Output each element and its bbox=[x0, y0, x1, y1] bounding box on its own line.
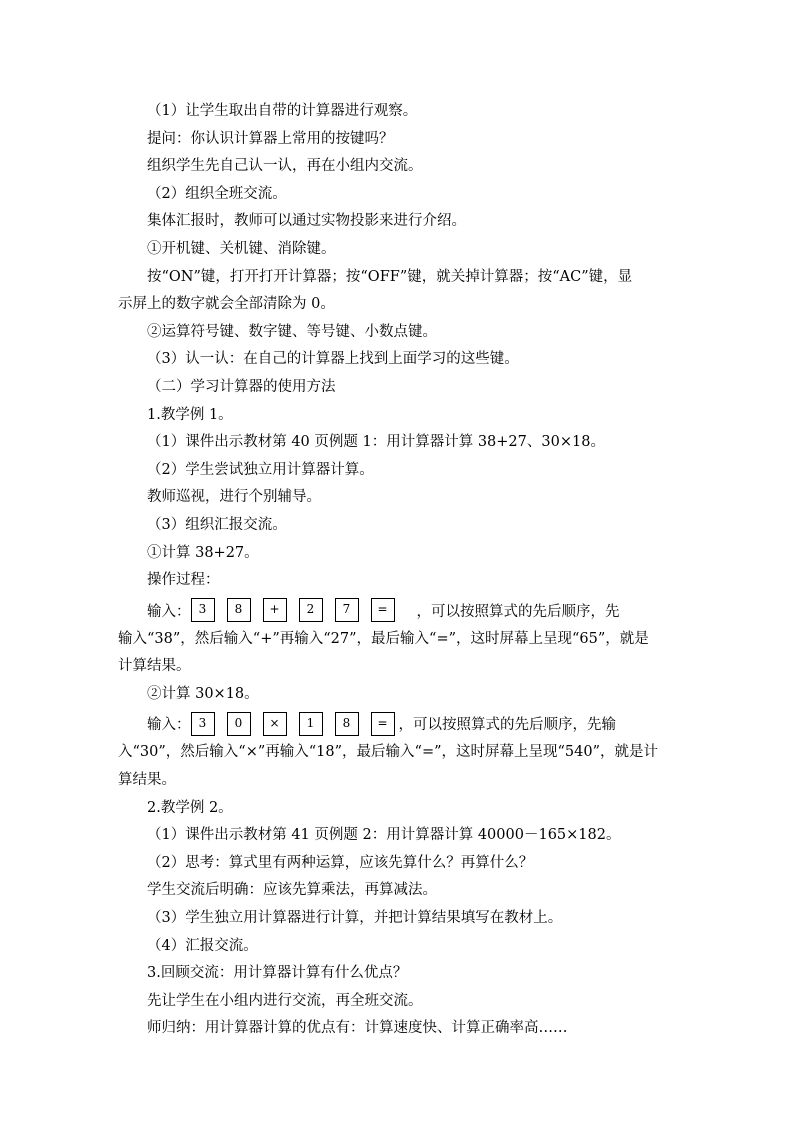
paragraph: ①计算 38+27。 bbox=[147, 544, 259, 561]
input-sequence-2 bbox=[118, 708, 678, 739]
paragraph: 先让学生在小组内进行交流，再全班交流。 bbox=[147, 992, 423, 1009]
paragraph: 2.教学例 2。 bbox=[147, 799, 233, 816]
paragraph-continuation: 输入“38”，然后输入“+”再输入“27”，最后输入“=”，这时屏幕上呈现“65”，就是 bbox=[118, 630, 649, 647]
paragraph: （3）认一认：在自己的计算器上找到上面学习的这些键。 bbox=[147, 351, 519, 368]
calculator-key: 8 bbox=[227, 598, 251, 622]
paragraph-continuation: 计算结果。 bbox=[118, 658, 191, 675]
calculator-key: 3 bbox=[191, 712, 215, 736]
paragraph: （1）课件出示教材第 41 页例题 2：用计算器计算 40000－165×182。 bbox=[147, 827, 621, 844]
sequence-description: ，可以按照算式的先后顺序，先输 bbox=[398, 717, 616, 734]
paragraph-continuation: 入“30”，然后输入“×”再输入“18”，最后输入“=”，这时屏幕上呈现“540”，就是计 bbox=[118, 744, 659, 761]
paragraph: （2）学生尝试独立用计算器计算。 bbox=[147, 461, 374, 478]
paragraph: （4）汇报交流。 bbox=[147, 937, 258, 954]
calculator-key: 8 bbox=[335, 712, 359, 736]
paragraph: 操作过程： bbox=[147, 572, 220, 589]
calculator-key: 1 bbox=[299, 712, 323, 736]
document-body bbox=[118, 98, 678, 1043]
paragraph: ①开机键、关机键、消除键。 bbox=[147, 240, 336, 257]
calculator-key: × bbox=[263, 712, 287, 736]
calculator-key: 3 bbox=[191, 598, 215, 622]
calculator-key: = bbox=[371, 598, 395, 622]
calculator-key: 2 bbox=[299, 598, 323, 622]
paragraph: （2）组织全班交流。 bbox=[147, 185, 287, 202]
input-label: 输入： bbox=[147, 603, 191, 620]
paragraph: （1）让学生取出自带的计算器进行观察。 bbox=[147, 103, 418, 119]
calculator-key: 0 bbox=[227, 712, 251, 736]
section-heading: （二）学习计算器的使用方法 bbox=[147, 378, 336, 395]
paragraph: 学生交流后明确：应该先算乘法，再算减法。 bbox=[147, 882, 437, 899]
sequence-description: ，可以按照算式的先后顺序，先 bbox=[416, 603, 620, 620]
paragraph: 教师巡视，进行个别辅导。 bbox=[147, 489, 321, 506]
paragraph: 集体汇报时，教师可以通过实物投影来进行介绍。 bbox=[147, 213, 466, 230]
paragraph: 3.回顾交流：用计算器计算有什么优点？ bbox=[147, 965, 408, 982]
paragraph: （3）组织汇报交流。 bbox=[147, 516, 287, 533]
calculator-key: 7 bbox=[335, 598, 359, 622]
paragraph: （3）学生独立用计算器进行计算，并把计算结果填写在教材上。 bbox=[147, 910, 563, 927]
paragraph: 师归纳：用计算器计算的优点有：计算速度快、计算正确率高…… bbox=[147, 1020, 568, 1037]
paragraph: 提问：你认识计算器上常用的按键吗？ bbox=[147, 130, 394, 147]
paragraph: （2）思考：算式里有两种运算，应该先算什么？再算什么？ bbox=[147, 854, 534, 871]
input-sequence-1 bbox=[118, 595, 678, 626]
paragraph: 组织学生先自己认一认，再在小组内交流。 bbox=[147, 158, 423, 175]
key-sequence bbox=[191, 712, 395, 736]
input-label: 输入： bbox=[147, 717, 191, 734]
calculator-key: = bbox=[371, 712, 395, 736]
key-sequence bbox=[191, 598, 395, 622]
paragraph: （1）课件出示教材第 40 页例题 1：用计算器计算 38+27、30×18。 bbox=[147, 434, 605, 451]
paragraph: 1.教学例 1。 bbox=[147, 406, 233, 423]
paragraph-continuation: 示屏上的数字就会全部清除为 0。 bbox=[118, 296, 335, 313]
paragraph: ②运算符号键、数字键、等号键、小数点键。 bbox=[147, 323, 437, 340]
paragraph: ②计算 30×18。 bbox=[147, 685, 259, 702]
paragraph: 按“ON”键，打开打开计算器；按“OFF”键，就关掉计算器；按“AC”键，显 bbox=[147, 268, 633, 285]
calculator-key: + bbox=[263, 598, 287, 622]
paragraph-continuation: 算结果。 bbox=[118, 772, 176, 789]
